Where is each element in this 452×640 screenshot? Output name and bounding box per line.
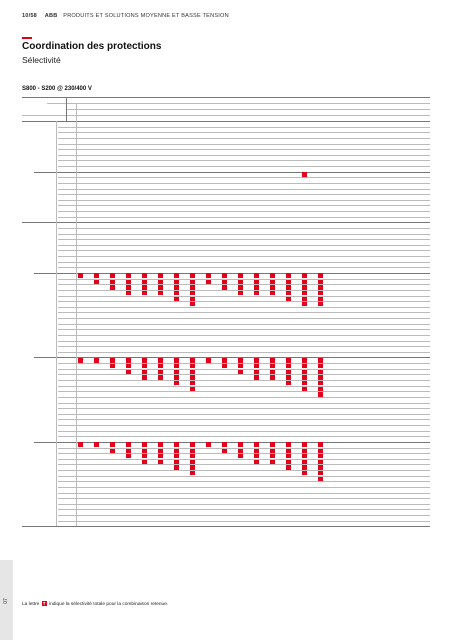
rule-line [58,425,430,426]
total-selectivity-cell [254,285,259,290]
total-selectivity-cell [302,386,307,391]
total-selectivity-cell [318,369,323,374]
total-selectivity-cell [142,273,147,278]
total-selectivity-cell [190,358,195,363]
total-selectivity-cell [270,290,275,295]
total-selectivity-cell [190,279,195,284]
total-selectivity-cell [222,363,227,368]
total-selectivity-cell [206,279,211,284]
total-selectivity-cell [158,290,163,295]
total-selectivity-cell [318,380,323,385]
total-selectivity-cell [222,279,227,284]
rule-line [58,436,430,437]
total-selectivity-cell [238,363,243,368]
total-selectivity-cell [174,442,179,447]
rule-line [58,262,430,263]
column-line [76,273,77,357]
column-line [76,172,77,223]
total-selectivity-cell [158,273,163,278]
column-line [76,103,77,121]
total-selectivity-cell [302,172,307,177]
total-selectivity-cell [190,465,195,470]
total-selectivity-cell [174,375,179,380]
footnote-after: indique la sélectivité totale pour la combinaison retenue. [49,601,169,607]
rule-line [58,374,430,375]
rule-line [58,419,430,420]
total-selectivity-cell [78,442,83,447]
total-selectivity-cell [190,453,195,458]
total-selectivity-cell [222,442,227,447]
total-selectivity-cell [302,296,307,301]
total-selectivity-cell [190,470,195,475]
rule-line [22,121,430,122]
total-selectivity-cell [302,285,307,290]
rule-line [58,448,430,449]
total-selectivity-cell [174,369,179,374]
total-selectivity-cell [318,459,323,464]
total-selectivity-cell [270,442,275,447]
rule-line [58,132,430,133]
rule-line [58,504,430,505]
rule-line [58,155,430,156]
total-selectivity-cell [206,358,211,363]
total-selectivity-cell [270,375,275,380]
total-selectivity-cell [110,448,115,453]
column-line [66,97,67,121]
column-line [76,222,77,273]
total-selectivity-cell [286,380,291,385]
total-selectivity-cell [302,465,307,470]
total-selectivity-cell [318,453,323,458]
total-selectivity-cell [222,358,227,363]
rule-line [58,481,430,482]
total-selectivity-cell [126,279,131,284]
total-selectivity-cell [270,448,275,453]
total-selectivity-cell [302,375,307,380]
total-selectivity-cell [270,279,275,284]
column-line [76,357,77,441]
total-selectivity-cell [318,279,323,284]
section-label: PRODUITS ET SOLUTIONS MOYENNE ET BASSE TENSION [63,13,229,19]
rule-line [58,493,430,494]
total-selectivity-cell [286,363,291,368]
total-selectivity-cell [238,273,243,278]
rule-line [58,200,430,201]
rule-line [34,172,430,173]
total-selectivity-cell [254,375,259,380]
total-selectivity-cell [126,358,131,363]
rule-line [58,267,430,268]
total-selectivity-cell [318,448,323,453]
total-selectivity-cell [126,369,131,374]
total-selectivity-cell [126,363,131,368]
table-title: S800 - S200 @ 230/400 V [22,86,92,92]
total-selectivity-cell [190,442,195,447]
total-selectivity-cell [158,375,163,380]
rule-line [58,312,430,313]
total-selectivity-cell [318,358,323,363]
total-selectivity-cell [174,465,179,470]
total-selectivity-cell [126,448,131,453]
rule-line [58,296,430,297]
total-selectivity-cell [174,453,179,458]
total-selectivity-cell [142,375,147,380]
total-selectivity-cell [238,369,243,374]
total-selectivity-cell [270,459,275,464]
column-line [76,121,77,172]
total-selectivity-cell [318,296,323,301]
column-line [56,121,57,172]
total-selectivity-cell [222,285,227,290]
total-selectivity-cell [174,380,179,385]
total-selectivity-cell [126,285,131,290]
rule-line [58,408,430,409]
rule-line [58,217,430,218]
rule-line [58,211,430,212]
total-selectivity-cell [126,442,131,447]
total-selectivity-cell [286,369,291,374]
total-selectivity-cell [238,290,243,295]
total-selectivity-cell [174,459,179,464]
total-selectivity-cell [270,285,275,290]
total-selectivity-cell [286,465,291,470]
rule-line [58,189,430,190]
total-selectivity-cell [206,442,211,447]
rule-line [47,103,430,104]
total-selectivity-cell [238,279,243,284]
total-selectivity-cell [142,358,147,363]
total-selectivity-cell [158,369,163,374]
rule-line [58,380,430,381]
total-selectivity-cell [286,296,291,301]
total-selectivity-cell [110,358,115,363]
total-selectivity-cell [158,358,163,363]
total-selectivity-cell [94,279,99,284]
rule-line [58,470,430,471]
total-selectivity-cell [302,448,307,453]
rule-line [58,177,430,178]
total-selectivity-cell [190,285,195,290]
total-selectivity-cell [318,363,323,368]
rule-line [22,115,430,116]
total-selectivity-cell [158,448,163,453]
rule-line [58,521,430,522]
rule-line [58,453,430,454]
total-selectivity-cell [174,358,179,363]
total-selectivity-cell [174,363,179,368]
rule-line [58,127,430,128]
rule-line [58,194,430,195]
total-selectivity-cell [302,470,307,475]
total-selectivity-cell [286,358,291,363]
rule-line [22,526,430,527]
total-selectivity-cell [238,358,243,363]
total-selectivity-cell [286,290,291,295]
total-selectivity-cell [94,358,99,363]
chapter-tab [0,560,13,640]
total-selectivity-cell [190,369,195,374]
total-selectivity-cell [238,285,243,290]
rule-line [58,149,430,150]
total-selectivity-cell [318,386,323,391]
total-selectivity-cell [238,448,243,453]
total-selectivity-cell [254,453,259,458]
rule-line [58,256,430,257]
total-selectivity-cell [270,358,275,363]
total-selectivity-cell [254,459,259,464]
page-subtitle: Sélectivité [22,55,61,65]
total-selectivity-cell [254,290,259,295]
total-selectivity-cell [302,290,307,295]
total-selectivity-cell [302,453,307,458]
rule-line [58,166,430,167]
total-selectivity-cell [318,375,323,380]
total-selectivity-cell [174,296,179,301]
total-selectivity-cell [286,279,291,284]
rule-line [58,346,430,347]
rule-line [58,431,430,432]
total-selectivity-cell [254,273,259,278]
total-selectivity-cell [318,392,323,397]
total-selectivity-cell [286,448,291,453]
rule-line [58,183,430,184]
total-selectivity-cell [254,358,259,363]
rule-line [58,397,430,398]
total-selectivity-cell [190,386,195,391]
total-selectivity-cell [318,470,323,475]
rule-line [58,324,430,325]
column-line [56,442,57,526]
total-selectivity-cell [318,442,323,447]
rule-line [58,301,430,302]
page-title: Coordination des protections [22,41,162,52]
page-header [22,13,229,19]
rule-line [58,329,430,330]
rule-line [58,414,430,415]
total-selectivity-cell [94,273,99,278]
total-selectivity-cell [190,363,195,368]
rule-line [66,109,430,110]
total-selectivity-cell [302,442,307,447]
total-selectivity-cell [318,301,323,306]
rule-line [58,391,430,392]
column-line [56,172,57,223]
rule-line [58,290,430,291]
total-selectivity-cell [286,273,291,278]
rule-line [58,138,430,139]
total-selectivity-cell [142,442,147,447]
chapter-number: 07 [2,598,9,604]
rule-line [58,144,430,145]
total-selectivity-cell [190,296,195,301]
brand-label: ABB [44,13,58,19]
total-selectivity-cell [142,453,147,458]
rule-line [58,509,430,510]
footnote [22,601,168,607]
total-selectivity-cell [78,358,83,363]
rule-line [58,239,430,240]
rule-line [58,403,430,404]
total-selectivity-cell [238,453,243,458]
total-selectivity-cell [318,465,323,470]
rule-line [58,363,430,364]
total-selectivity-cell [302,369,307,374]
total-selectivity-cell [302,363,307,368]
total-selectivity-cell [286,459,291,464]
total-selectivity-cell [142,448,147,453]
total-selectivity-cell [286,453,291,458]
total-selectivity-cell [190,380,195,385]
total-selectivity-cell [158,363,163,368]
column-line [56,273,57,357]
total-selectivity-cell [142,369,147,374]
total-selectivity-cell [174,448,179,453]
total-selectivity-cell [142,363,147,368]
total-selectivity-cell [126,273,131,278]
total-selectivity-cell [270,273,275,278]
total-selectivity-cell [302,459,307,464]
accent-bar [22,37,32,39]
total-selectivity-cell [174,279,179,284]
total-selectivity-cell [222,273,227,278]
total-selectivity-cell [174,273,179,278]
total-selectivity-cell [158,285,163,290]
total-selectivity-cell [190,301,195,306]
column-line [56,222,57,273]
total-selectivity-cell [254,369,259,374]
total-selectivity-cell [302,279,307,284]
total-selectivity-cell [254,279,259,284]
total-selectivity-cell [110,285,115,290]
rule-line [58,487,430,488]
total-selectivity-cell [286,375,291,380]
rule-line [58,234,430,235]
total-selectivity-cell [190,290,195,295]
total-selectivity-cell [302,273,307,278]
rule-line [58,464,430,465]
rule-line [22,97,430,98]
total-selectivity-cell [302,301,307,306]
total-selectivity-cell [158,459,163,464]
total-selectivity-cell [142,285,147,290]
total-selectivity-cell [142,290,147,295]
rule-line [58,369,430,370]
rule-line [22,222,430,223]
total-selectivity-cell [78,273,83,278]
total-selectivity-cell [190,459,195,464]
column-line [56,357,57,441]
footnote-before: La lettre [22,601,40,607]
total-selectivity-cell [158,453,163,458]
total-selectivity-cell [254,448,259,453]
page-number: 10/58 [22,13,37,19]
rule-line [58,250,430,251]
total-selectivity-cell [270,369,275,374]
column-line [76,442,77,526]
total-selectivity-cell [206,273,211,278]
total-selectivity-cell [254,363,259,368]
total-selectivity-cell [302,358,307,363]
rule-line [58,386,430,387]
total-selectivity-cell [158,442,163,447]
rule-line [58,318,430,319]
rule-line [58,279,430,280]
rule-line [58,498,430,499]
total-selectivity-cell [302,380,307,385]
rule-line [58,307,430,308]
total-selectivity-cell [174,290,179,295]
rule-line [58,284,430,285]
total-selectivity-cell [126,453,131,458]
rule-line [58,352,430,353]
total-selectivity-cell [110,273,115,278]
total-selectivity-cell [222,448,227,453]
total-selectivity-cell [318,273,323,278]
total-selectivity-cell [94,442,99,447]
total-selectivity-cell [318,285,323,290]
total-selectivity-cell [142,459,147,464]
rule-line [58,205,430,206]
total-selectivity-cell [190,273,195,278]
total-selectivity-cell [158,279,163,284]
total-selectivity-cell [270,453,275,458]
total-selectivity-cell [174,285,179,290]
rule-line [58,228,430,229]
total-selectivity-marker: T [42,601,46,606]
total-selectivity-cell [318,290,323,295]
rule-line [58,341,430,342]
total-selectivity-cell [126,290,131,295]
rule-line [58,245,430,246]
total-selectivity-cell [142,279,147,284]
rule-line [58,476,430,477]
total-selectivity-cell [110,363,115,368]
rule-line [58,459,430,460]
total-selectivity-cell [110,279,115,284]
total-selectivity-cell [254,442,259,447]
rule-line [58,335,430,336]
total-selectivity-cell [286,442,291,447]
total-selectivity-cell [318,476,323,481]
rule-line [58,160,430,161]
total-selectivity-cell [190,375,195,380]
total-selectivity-cell [110,442,115,447]
total-selectivity-cell [286,285,291,290]
rule-line [58,515,430,516]
total-selectivity-cell [238,442,243,447]
total-selectivity-cell [270,363,275,368]
total-selectivity-cell [190,448,195,453]
